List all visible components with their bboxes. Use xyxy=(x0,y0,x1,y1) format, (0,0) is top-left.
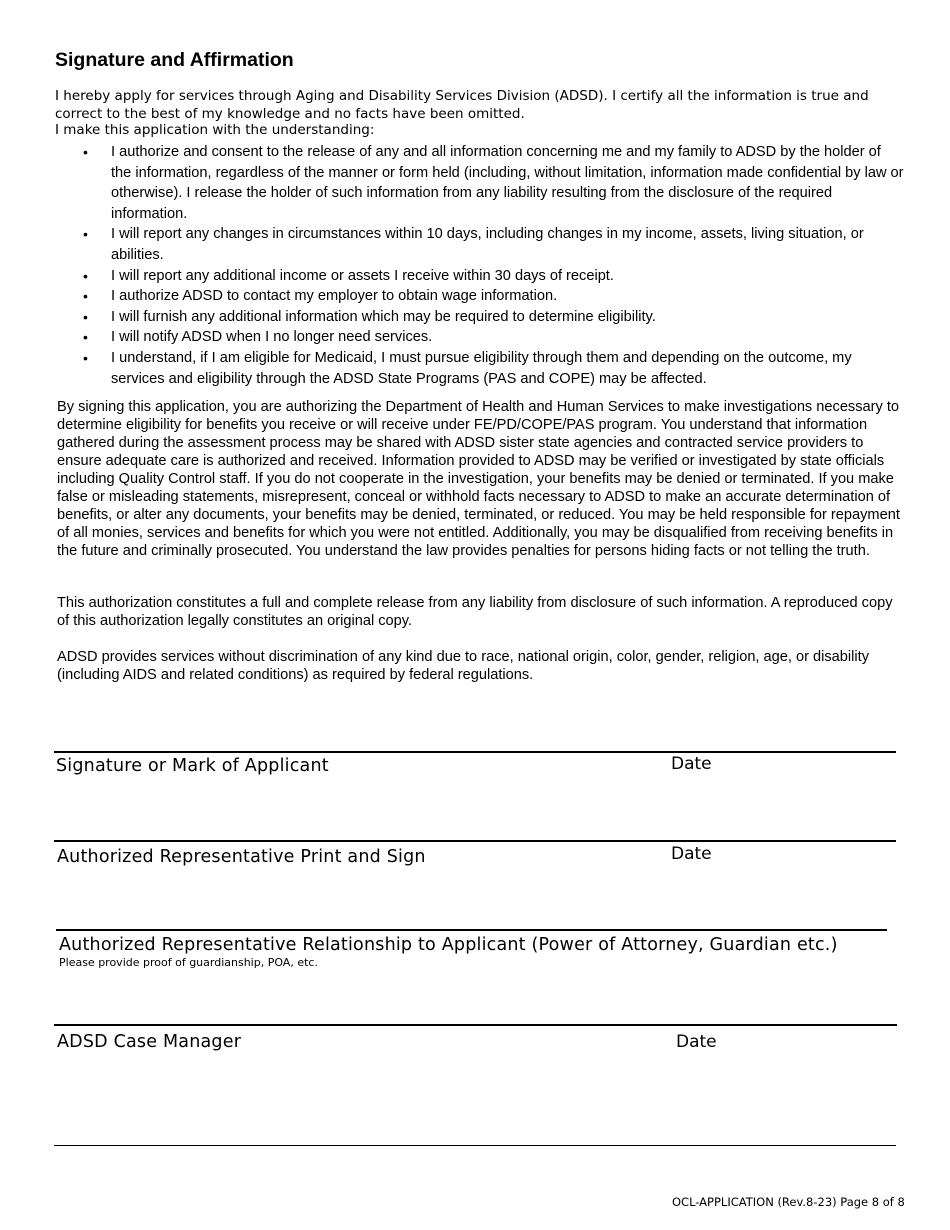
list-item-text: I will notify ADSD when I no longer need services. xyxy=(111,329,433,346)
list-item-text: I authorize and consent to the release of any and all information concerning me and my family to ADSD by the holder of the information, regardless of the manner or form held (including, without limitation, information made confidential by law or otherwise). I release the holder of such information from any liability resulting from the disclosure of the required information. xyxy=(111,144,904,222)
understanding-list xyxy=(55,142,905,389)
bullet-icon: • xyxy=(83,308,88,325)
bullet-icon: • xyxy=(83,329,88,346)
list-item-text: I will report any changes in circumstances within 10 days, including changes in my income, assets, living situation, or abilities. xyxy=(111,226,864,263)
signature-line-representative[interactable] xyxy=(54,840,896,842)
list-item xyxy=(55,286,905,307)
bullet-icon: • xyxy=(83,144,88,160)
applicant-signature-label: Signature or Mark of Applicant xyxy=(56,756,329,776)
list-item xyxy=(55,224,905,265)
case-manager-line[interactable] xyxy=(54,1024,897,1026)
list-item xyxy=(55,307,905,328)
nondiscrimination-paragraph: ADSD provides services without discrimination of any kind due to race, national origin, color, gender, religion, age, or disability (including AIDS and related conditions) as required by federal regulations. xyxy=(57,649,869,683)
page-footer: OCL-APPLICATION (Rev.8-23) Page 8 of 8 xyxy=(672,1195,905,1209)
list-item xyxy=(55,348,905,389)
signature-line-applicant[interactable] xyxy=(54,751,896,753)
page-title: Signature and Affirmation xyxy=(55,49,294,71)
list-item xyxy=(55,266,905,287)
representative-signature-label: Authorized Representative Print and Sign xyxy=(57,847,426,867)
intro-statement: I hereby apply for services through Aging and Disability Services Division (ADSD). I certify all the information is true and correct to the best of my knowledge and no facts have been omitted. xyxy=(55,88,869,122)
case-manager-label: ADSD Case Manager xyxy=(57,1032,242,1052)
bottom-divider xyxy=(54,1145,896,1146)
proof-note: Please provide proof of guardianship, POA, etc. xyxy=(59,956,318,969)
authorization-paragraph: By signing this application, you are authorizing the Department of Health and Human Services to make investigations necessary to determine eligibility for benefits you receive or will receive under FE/PD/COPE/PAS program. You understand that information gathered during the assessment process may be shared with ADSD sister state agencies and contracted service providers to ensure adequate care is authorized and received. Information provided to ADSD may be verified or investigated by state officials including Quality Control staff. If you do not cooperate in the investigation, your benefits may be denied or terminated. If you make false or misleading statements, misrepresent, conceal or withhold facts necessary to ADSD to make an accurate determination of benefits, or alter any documents, your benefits may be denied, terminated, or reduced. You may be held responsible for repayment of all monies, services and benefits for which you were not entitled. Additionally, you may be disqualified from receiving benefits in the future and criminally prosecuted. You understand the law provides penalties for persons hiding facts or not telling the truth. xyxy=(57,399,900,559)
bullet-icon: • xyxy=(83,288,88,305)
list-item xyxy=(55,327,905,348)
list-item-text: I authorize ADSD to contact my employer to obtain wage information. xyxy=(111,288,558,305)
list-item-text: I will report any additional income or assets I receive within 30 days of receipt. xyxy=(111,267,614,284)
bullet-icon: • xyxy=(83,267,88,284)
list-item-text: I understand, if I am eligible for Medicaid, I must pursue eligibility through them and depending on the outcome, my services and eligibility through the ADSD State Programs (PAS and COPE) may be affected. xyxy=(111,349,852,387)
bullet-icon: • xyxy=(83,226,88,243)
release-paragraph: This authorization constitutes a full and complete release from any liability from disclosure of such information. A reproduced copy of this authorization legally constitutes an original copy. xyxy=(57,595,893,629)
relationship-line[interactable] xyxy=(56,929,887,931)
applicant-date-label: Date xyxy=(671,754,712,774)
list-item-text: I will furnish any additional information which may be required to determine eligibility. xyxy=(111,308,656,325)
list-item xyxy=(55,142,905,224)
intro-understanding: I make this application with the understanding: xyxy=(55,122,375,138)
relationship-label: Authorized Representative Relationship to Applicant (Power of Attorney, Guardian etc.) xyxy=(59,935,838,955)
case-manager-date-label: Date xyxy=(676,1032,717,1052)
representative-date-label: Date xyxy=(671,844,712,864)
bullet-icon: • xyxy=(83,349,88,366)
